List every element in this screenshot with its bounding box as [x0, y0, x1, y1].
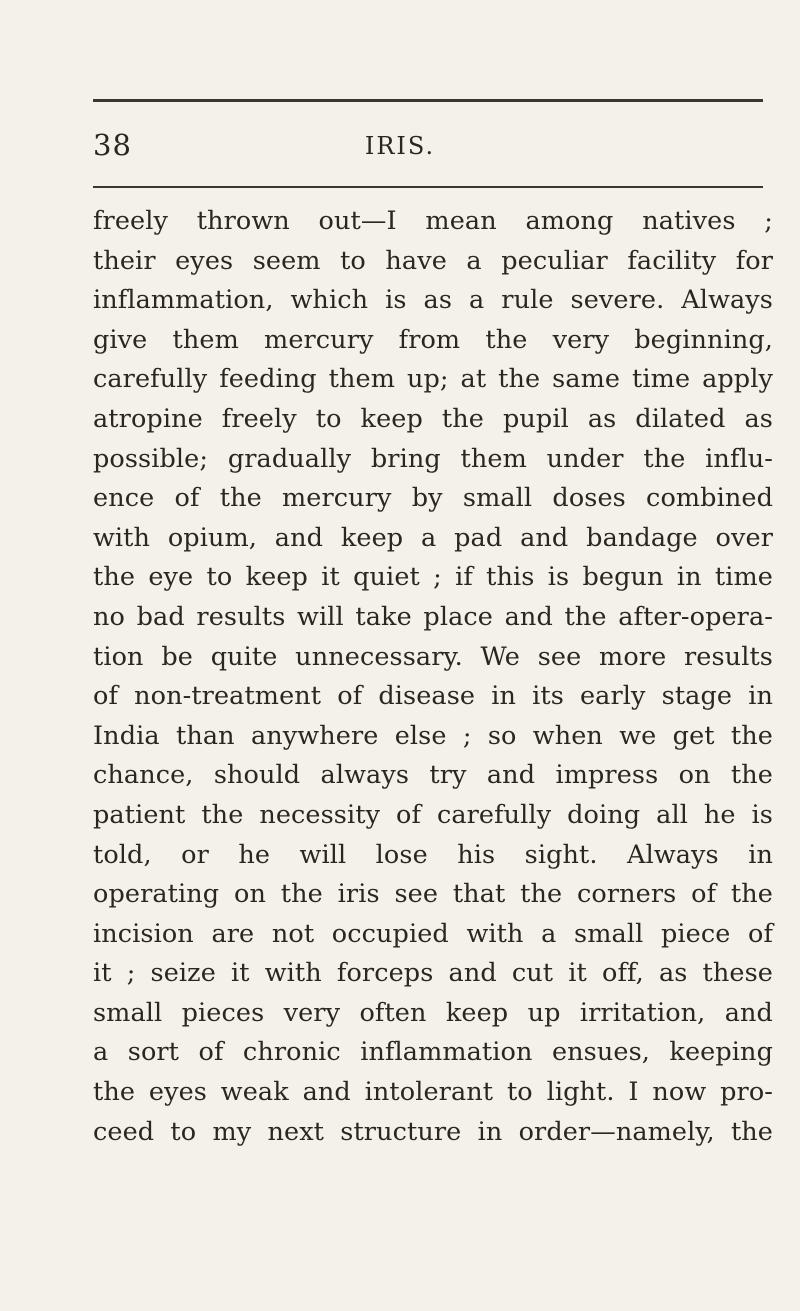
text-line: patient the necessity of carefully doing all he is: [93, 799, 773, 830]
text-line: of non-treatment of disease in its early stage in: [93, 681, 773, 712]
text-line: chance, should always try and impress on the: [93, 760, 773, 791]
text-line: incision are not occupied with a small piece of: [93, 918, 773, 949]
text-line: their eyes seem to have a peculiar facility for: [93, 245, 773, 276]
text-line: it ; seize it with forceps and cut it off, as these: [93, 958, 773, 989]
text-line: the eye to keep it quiet ; if this is begun in time: [93, 562, 773, 593]
header-rule-top: [93, 99, 763, 102]
text-line: with opium, and keep a pad and bandage over: [93, 522, 773, 553]
text-line: ence of the mercury by small doses combined: [93, 483, 773, 514]
text-line: inflammation, which is as a rule severe. Always: [93, 285, 773, 316]
text-line: told, or he will lose his sight. Always in: [93, 839, 773, 870]
text-line: freely thrown out—I mean among natives ;: [93, 206, 773, 236]
text-line: a sort of chronic inflammation ensues, keeping: [93, 1037, 773, 1068]
text-line: operating on the iris see that the corners of the: [93, 879, 773, 910]
text-line: the eyes weak and intolerant to light. I now pro-: [93, 1077, 773, 1108]
text-line: give them mercury from the very beginning,: [93, 324, 773, 355]
text-line: carefully feeding them up; at the same time apply: [93, 364, 773, 395]
text-line: small pieces very often keep up irritation, and: [93, 997, 773, 1028]
text-line: atropine freely to keep the pupil as dilated as: [93, 403, 773, 434]
body-text: [93, 202, 773, 1152]
header-rule-bottom: [93, 186, 763, 188]
text-line: no bad results will take place and the after-opera-: [93, 601, 773, 632]
text-line: tion be quite unnecessary. We see more results: [93, 641, 773, 672]
running-head: IRIS.: [364, 132, 436, 160]
page-number: 38: [93, 128, 132, 162]
text-line: India than anywhere else ; so when we get the: [93, 720, 773, 751]
text-line: ceed to my next structure in order—namely, the: [93, 1116, 773, 1147]
text-line: possible; gradually bring them under the influ-: [93, 443, 773, 474]
